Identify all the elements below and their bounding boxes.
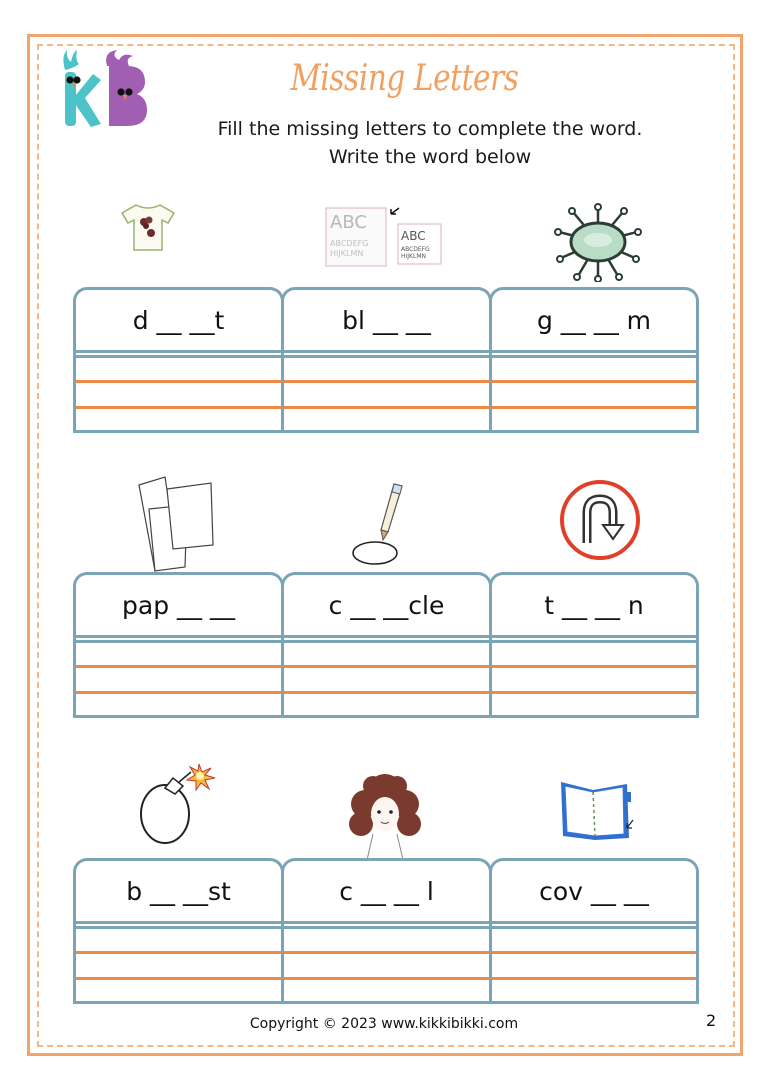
instruction-line-1: Fill the missing letters to complete the word. — [217, 118, 643, 140]
word-cell — [281, 287, 492, 351]
svg-text:ABC: ABC — [330, 212, 367, 233]
writing-lines[interactable] — [73, 635, 699, 717]
curly-haired-girl-icon — [343, 772, 428, 862]
missing-letter-word: d __ __t — [132, 306, 225, 335]
papers-icon — [133, 475, 218, 575]
pencil-drawing-circle-icon — [348, 480, 423, 570]
book-cover-icon — [557, 776, 642, 846]
answer-table-row-3 — [73, 858, 699, 1008]
writing-lines[interactable] — [73, 921, 699, 1003]
svg-text:HIJKLMN: HIJKLMN — [330, 249, 364, 258]
svg-text:ABCDEFG: ABCDEFG — [330, 239, 369, 248]
word-cell — [489, 572, 699, 636]
stained-tshirt-icon — [118, 202, 178, 252]
svg-text:HIJKLMN: HIJKLMN — [401, 253, 426, 260]
word-cell — [73, 572, 284, 636]
svg-text:ABC: ABC — [401, 229, 426, 243]
exercise-row-1 — [73, 196, 699, 436]
word-cell — [73, 858, 284, 922]
germ-icon — [553, 202, 643, 282]
pictures-row-3 — [73, 762, 699, 852]
missing-letter-word: b __ __st — [126, 877, 231, 906]
exercise-row-3 — [73, 762, 699, 1012]
missing-letter-word: pap __ __ — [122, 591, 235, 620]
word-cell — [73, 287, 284, 351]
blurry-abc-chart-icon — [323, 200, 448, 272]
missing-letter-word: cov __ __ — [539, 877, 649, 906]
missing-letter-word: t __ __ n — [544, 591, 644, 620]
worksheet-title: Missing Letters — [290, 58, 519, 99]
exercise-row-2 — [73, 475, 699, 725]
word-cell — [281, 858, 492, 922]
bomb-icon — [133, 762, 223, 847]
word-cell — [489, 858, 699, 922]
writing-lines[interactable] — [73, 350, 699, 432]
missing-letter-word: g __ __ m — [536, 306, 652, 335]
answer-table-row-1 — [73, 287, 699, 437]
instruction-line-2: Write the word below — [328, 146, 532, 168]
missing-letter-word: c __ __ l — [339, 877, 434, 906]
word-cell — [281, 572, 492, 636]
answer-table-row-2 — [73, 572, 699, 722]
word-cell — [489, 287, 699, 351]
missing-letter-word: c __ __cle — [328, 591, 445, 620]
missing-letter-word: bl __ __ — [342, 306, 431, 335]
pictures-row-1 — [73, 196, 699, 286]
u-turn-sign-icon — [557, 477, 643, 563]
copyright-footer: Copyright © 2023 www.kikkibikki.com — [249, 1016, 519, 1032]
pictures-row-2 — [73, 475, 699, 565]
page-number: 2 — [706, 1011, 717, 1030]
svg-text:ABCDEFG: ABCDEFG — [401, 246, 430, 253]
